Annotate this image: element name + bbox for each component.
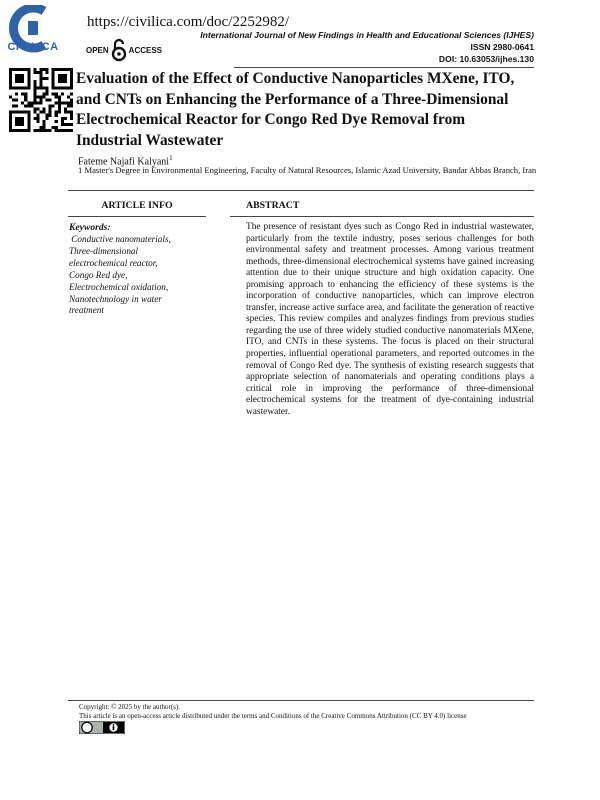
header-divider [234, 67, 534, 68]
footer-divider [68, 700, 534, 701]
open-access-badge [86, 38, 162, 62]
license-notice: This article is an open-access article distributed under the terms and Conditions of the Creative Commons Attribution (CC BY 4.0) license [79, 712, 467, 720]
section-divider [68, 190, 534, 191]
qr-code-icon[interactable] [9, 68, 73, 132]
logo-text: CIVILICA [7, 41, 59, 53]
open-access-text-access: ACCESS [128, 45, 163, 55]
keywords-list [69, 234, 203, 317]
title-line: Evaluation of the Effect of Conductive Nanoparticles MXene, ITO, [76, 70, 515, 87]
abstract-rule [230, 216, 534, 217]
keyword-line: Nanotechnology in water [69, 293, 162, 304]
doi-link[interactable]: DOI: 10.63053/ijhes.130 [438, 54, 534, 64]
affiliation: 1 Master's Degree in Environmental Engineering, Faculty of Natural Resources, Islamic Azad University, Bandar Abbas Branch, Iran [78, 165, 537, 175]
paper-title [76, 69, 546, 151]
cc-by-license-icon[interactable] [79, 721, 125, 734]
title-line: and CNTs on Enhancing the Performance of a Three-Dimensional [76, 90, 509, 108]
keyword-line: Three-dimensional [69, 245, 139, 256]
abstract-text: The presence of resistant dyes such as Congo Red in industrial wastewater, particularly from the textile industry, poses serious challenges for both environmental safety and treatment processes. Among various treatment methods, three-dimensional electrochemical systems have gained increasing attention due to their unique structure and high oxidation capacity. One promising approach to enhancing the efficiency of these systems is the incorporation of conductive nanoparticles, which can improve electron transfer, increase active surface area, and facilitate the generation of reactive species. This review compiles and analyzes findings from previous studies regarding the use of three widely studied conductive nanomaterials MXene, ITO, and CNTs in these systems. The focus is placed on their structural properties, influential operational parameters, and reported outcomes in the removal of Congo Red dye. The synthesis of existing research suggests that appropriate selection of nanomaterials and operating conditions plays a critical role in improving the performance of three-dimensional electrochemical systems for the treatment of dye-containing industrial wastewater. [246, 222, 534, 417]
author-name: Fateme Najafi Kalyani [78, 156, 170, 168]
keyword-line: Congo Red dye, [69, 269, 128, 280]
title-line: Electrochemical Reactor for Congo Red Dye Removal from [76, 111, 466, 128]
article-info-rule [68, 216, 206, 217]
keywords-label: Keywords: [69, 222, 111, 233]
abstract-heading: ABSTRACT [246, 200, 300, 211]
author-affiliation-mark: 1 [169, 154, 173, 162]
issn: ISSN 2980-0641 [470, 42, 534, 52]
open-access-text-open: OPEN [86, 45, 109, 55]
title-line: Industrial Wastewater [76, 131, 224, 149]
keyword-line: electrochemical reactor, [69, 257, 158, 268]
keyword-line: Conductive nanomaterials, [69, 234, 171, 244]
article-info-heading: ARTICLE INFO [101, 200, 173, 211]
keyword-line: treatment [69, 305, 104, 316]
keyword-line: Electrochemical oxidation, [69, 281, 169, 292]
copyright-notice: Copyright: © 2025 by the author(s). [79, 703, 180, 711]
journal-name: International Journal of New Findings in Health and Educational Sciences (IJHES) [200, 30, 534, 40]
open-access-lock-icon [111, 38, 127, 62]
source-url[interactable]: https://civilica.com/doc/2252982/ [87, 14, 290, 30]
